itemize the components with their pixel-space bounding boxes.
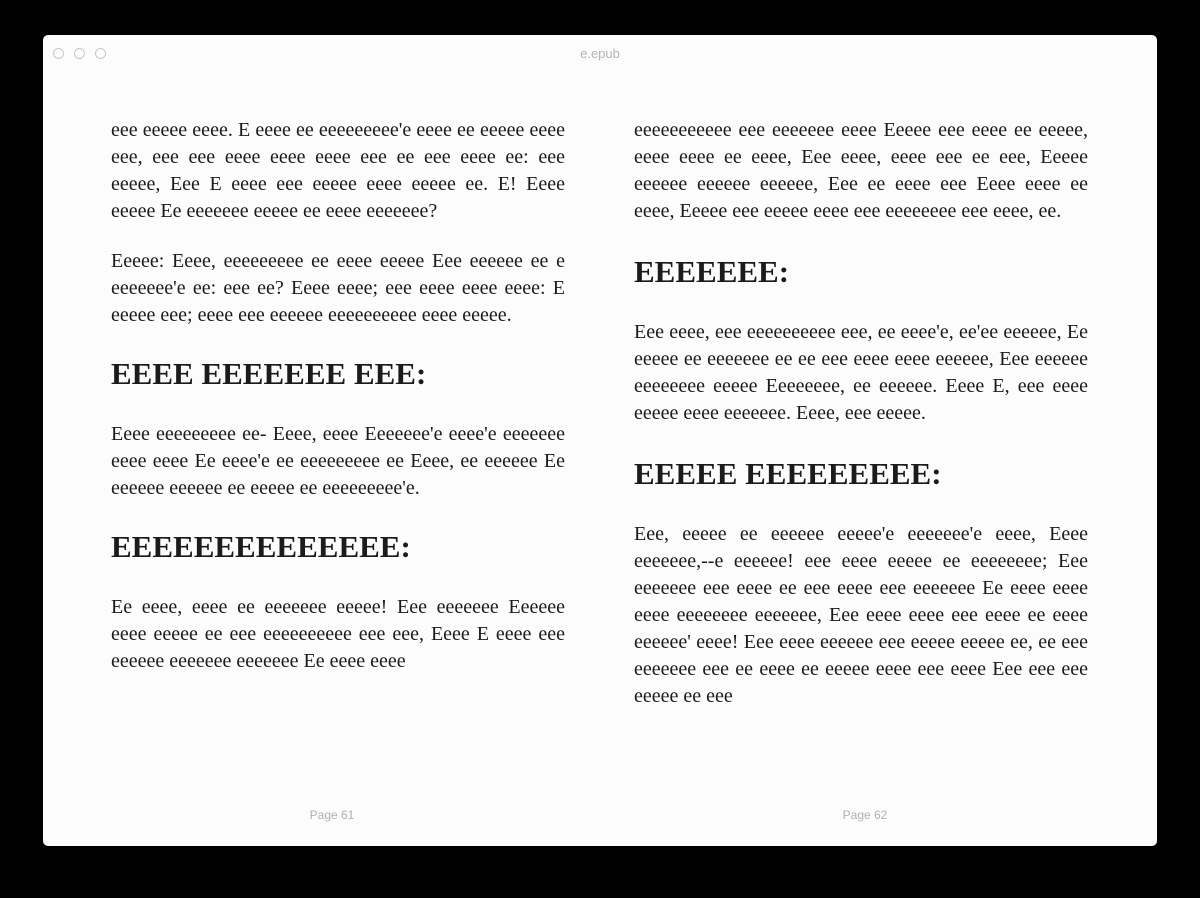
section-heading: EEEEEEE:: [634, 254, 790, 289]
right-page: [634, 117, 1088, 733]
page-number-left: Page 61: [309, 808, 355, 822]
left-page: [111, 117, 565, 698]
title-bar: [43, 35, 1157, 73]
window-title: e.epub: [580, 46, 620, 61]
paragraph: Eeeee: Eeee, eeeeeeeee ee eeee eeeee Eee eeeeee ee e eeeeeee'e ee: eee ee? Eeee eeee; eee eeee eeee eeee: E eeeee eee; eeee eee eeeeee eeeeeeeeee eeee eeeee.: [111, 250, 565, 326]
paragraph: Eee eeee, eee eeeeeeeeee eee, ee eeee'e, ee'ee eeeeee, Ee eeeee ee eeeeeee ee ee eee eeee eeee eeeeee, Eee eeeeee eeeeeeee eeeee Eeeeeeee, ee eeeeee. Eeee E, eee eeee eeeee eeee eeeeeee. Eeee, eee eeeee.: [634, 321, 1088, 424]
section-heading: EEEEE EEEEEEEEE:: [634, 456, 942, 491]
paragraph: eeeeeeeeeee eee eeeeeee eeee Eeeee eee eeee ee eeeee, eeee eeee ee eeee, Eee eeee, eeee eee ee eee, Eeeee eeeeee eeeeee eeeeee, Eee ee eeee eee Eeee eeee ee eeee, Eeeee eee eeeee eeee eee eeeeeeee eee eeee, ee.: [634, 119, 1088, 222]
paragraph: Eee, eeeee ee eeeeee eeeee'e eeeeeee'e eeee, Eeee eeeeeee,--e eeeeee! eee eeee eeeee ee eeeeeeee; Eee eeeeeee eee eeee ee eee eeee eee eeeeeee Ee eeee eeee eeee eeeeeeee eeeeeee, Eee eeee eeee eee eeee ee eeee eeeeee' eeee! Eee eeee eeeeee eee eeeee eeeee ee, ee eee eeeeeee eee ee eeee ee eeeee eeee eee eeee Eee eee eee eeeee ee eee: [634, 523, 1088, 707]
paragraph: Ee eeee, eeee ee eeeeeee eeeee! Eee eeeeeee Eeeeee eeee eeeee ee eee eeeeeeeeee eee eee, Eeee E eeee eee eeeeee eeeeeee eeeeeee Ee eeee eeee: [111, 596, 565, 672]
paragraph: Eeee eeeeeeeee ee- Eeee, eeee Eeeeeee'e eeee'e eeeeeee eeee eeee Ee eeee'e ee eeeeeeeee ee Eeee, ee eeeeee Ee eeeeee eeeeee ee eeeee ee eeeeeeeee'e.: [111, 423, 565, 499]
page-number-right: Page 62: [842, 808, 888, 822]
reader-window: [43, 35, 1157, 846]
paragraph: eee eeeee eeee. E eeee ee eeeeeeeee'e eeee ee eeeee eeee eee, eee eee eeee eeee eeee eee ee eee eeee ee: eee eeeee, Eee E eeee eee eeeee eeee eeeee ee. E! Eeee eeeee Ee eeeeeee eeeee ee eeee eeeeeee?: [111, 119, 565, 222]
section-heading: EEEE EEEEEEE EEE:: [111, 356, 427, 391]
section-heading: EEEEEEEEEEEEEE:: [111, 529, 411, 564]
